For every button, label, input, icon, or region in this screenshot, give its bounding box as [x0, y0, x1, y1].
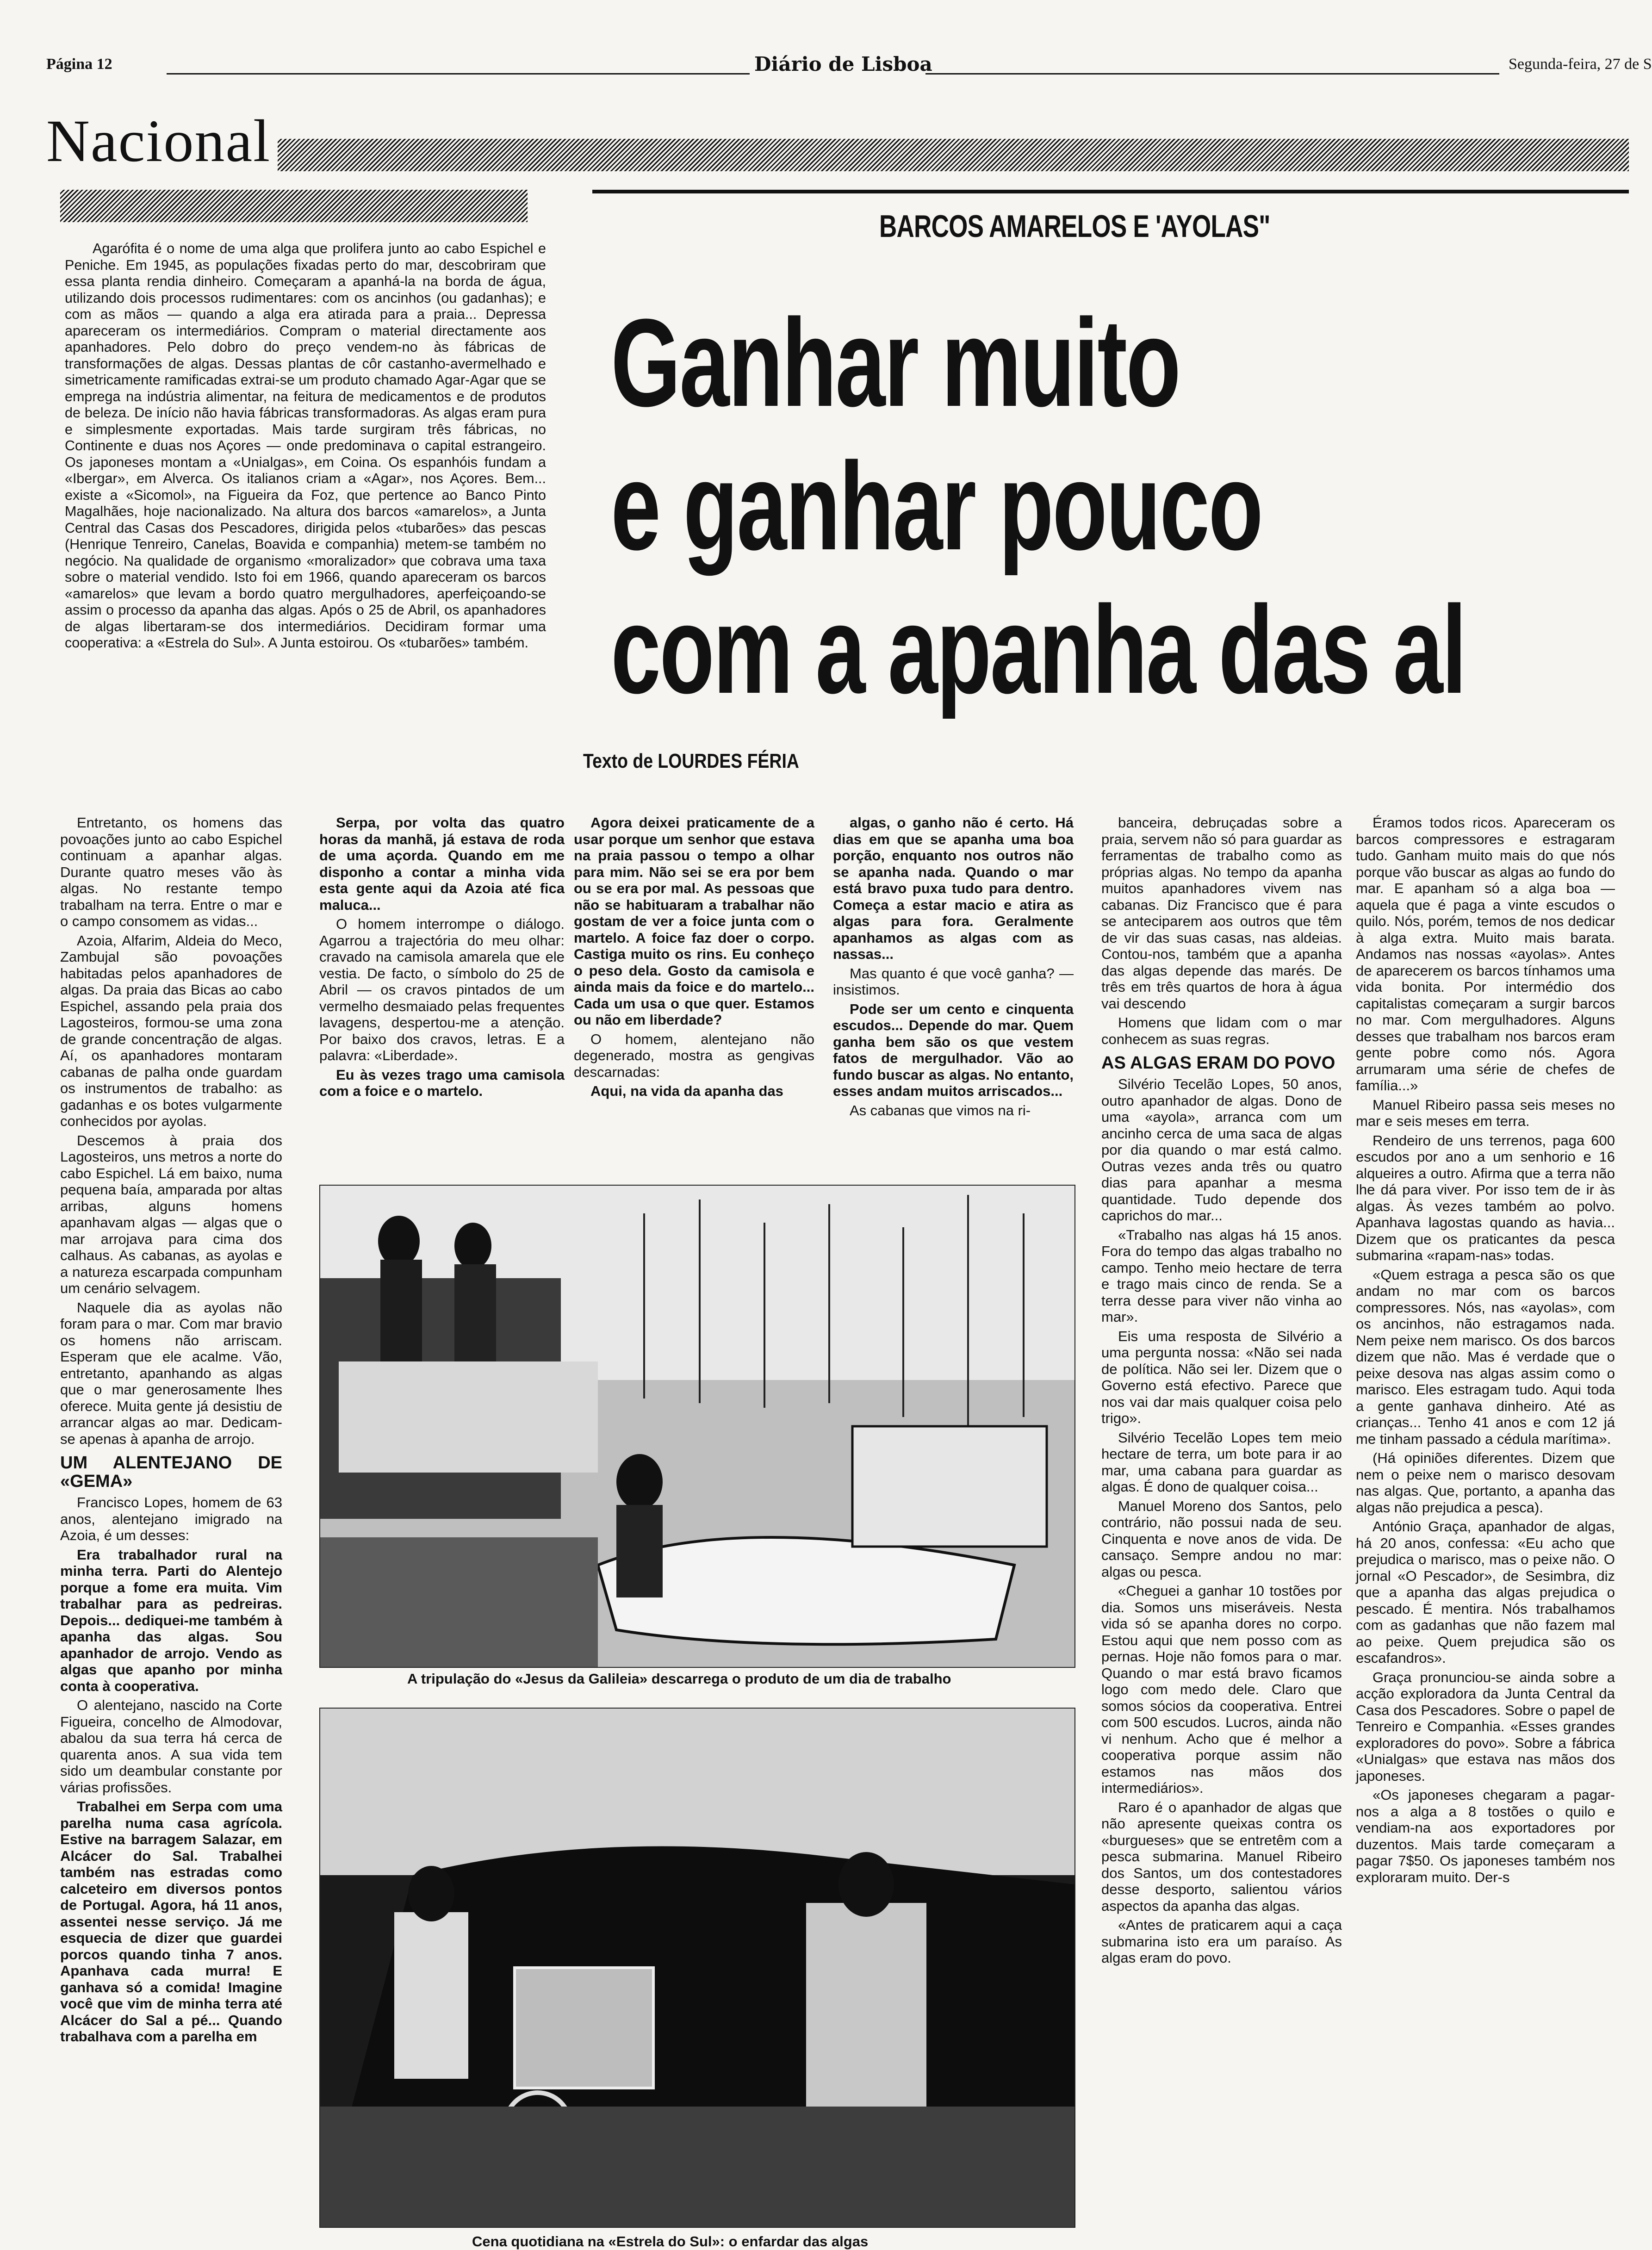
paragraph: Homens que lidam com o mar conhecem as suas regras.: [1101, 1014, 1342, 1047]
paragraph: Eis uma resposta de Silvério a uma pergunta nossa: «Não sei nada de política. Não sei ler. Dizem que o Governo está efectivo. Parece que nos vai dar mais qualquer coisa pelo trigo».: [1101, 1328, 1342, 1426]
header-rule-right: [925, 73, 1499, 75]
article-column-4: [833, 814, 1074, 1121]
article-column-2: [319, 814, 565, 1102]
headline-line-1: Ganhar muito: [611, 293, 1180, 433]
article-column-6: [1356, 814, 1615, 1888]
byline: Texto de LOURDES FÉRIA: [583, 750, 799, 772]
quote-paragraph: Pode ser um cento e cinquenta escudos... Depende do mar. Quem ganha bem são os que vestem fatos de mergulhador. Vão ao fundo buscar as algas. No entanto, esses andam muitos arriscados...: [833, 1001, 1074, 1099]
issue-date: Segunda-feira, 27 de S: [1509, 56, 1652, 73]
paragraph: Manuel Moreno dos Santos, pelo contrário, não possui nada de seu. Cinquenta e nove anos de vida. De cansaço. Sempre andou no mar: algas ou pesca.: [1101, 1498, 1342, 1580]
paragraph: Graça pronunciou-se ainda sobre a acção exploradora da Junta Central da Casa dos Pescadores. Sobre o papel de Tenreiro e Companhia. «Esses grandes exploradores do povo». Sobre a fábrica «Unialgas» que estava nas mãos dos japoneses.: [1356, 1669, 1615, 1784]
paragraph: Silvério Tecelão Lopes tem meio hectare de terra, um bote para ir ao mar, uma cabana para guardar as algas. É dono de qualquer coisa...: [1101, 1429, 1342, 1495]
intro-hatch-bar: [60, 190, 528, 222]
section-hatch-bar: [278, 139, 1629, 171]
paragraph: «Os japoneses chegaram a pagar-nos a alga a 8 tostões o quilo e vendiam-na aos exportadores por duzentos. Mais tarde começaram a pagar 7$50. Os japoneses também nos exploraram muito. Der-s: [1356, 1787, 1615, 1885]
paragraph: Éramos todos ricos. Apareceram os barcos compressores e estragaram tudo. Ganham muito mais do que nós porque vão buscar as algas ao fundo do mar. E apanham só a alga boa — aquela que é paga a vinte escudos o quilo. Nós, porém, temos de nos dedicar à alga extra. Muito mais barata. Andamos nas nossas «ayolas». Antes de aparecerem os barcos tínhamos uma vida bonita. Por intermédio dos capitalistas começaram a surgir barcos no mar. Com mergulhadores. Alguns desses que trabalham nos barcos eram gente pobre como nós. Agora arrumaram uma série de chefes de família...»: [1356, 814, 1615, 1094]
paragraph: «Cheguei a ganhar 10 tostões por dia. Somos uns miseráveis. Nesta vida só se apanha dores no corpo. Estou aqui que nem posso com as pernas. Hoje não fomos para o mar. Quando o mar está bravo ficamos logo com medo dele. Claro que somos sócios da cooperativa. Entrei com 500 escudos. Lucros, ainda não vi nenhum. Acho que é melhor a cooperativa porque assim não estamos nas mãos dos intermediários».: [1101, 1583, 1342, 1796]
subheading: AS ALGAS ERAM DO POVO: [1101, 1053, 1335, 1073]
paragraph: O homem, alentejano não degenerado, mostra as gengivas descarnadas:: [574, 1031, 814, 1080]
kicker: BARCOS AMARELOS E 'AYOLAS": [879, 209, 1270, 244]
page-number: Página 12: [46, 56, 112, 73]
paragraph: Raro é o apanhador de algas que não apresente queixas contra os «burgueses» que se entretêm com a pesca submarina. Manuel Ribeiro dos Santos, um dos contestadores desse desporto, salientou vários aspectos da apanha das algas.: [1101, 1799, 1342, 1914]
article-column-1: [60, 814, 282, 2048]
paragraph: O alentejano, nascido na Corte Figueira, concelho de Almodovar, abalou da sua terra há cerca de quarenta anos. A sua vida tem sido um deambular constante por várias profissões.: [60, 1697, 282, 1796]
photo-caption-1: A tripulação do «Jesus da Galileia» descarrega o produto de um dia de trabalho: [407, 1671, 951, 1687]
subheading: UM ALENTEJANO DE «GEMA»: [60, 1453, 282, 1491]
photo-bundling-algae-image: [320, 1709, 1074, 2227]
photo-fishing-boats-image: [320, 1186, 1074, 1667]
paragraph: Francisco Lopes, homem de 63 anos, alentejano imigrado na Azoia, é um desses:: [60, 1494, 282, 1543]
paragraph: O homem interrompe o diálogo. Agarrou a trajectória do meu olhar: cravado na camisola amarela que ele vestia. De facto, o símbolo do 25 de Abril — os cravos pintados de um vermelho desmaiado pelas frequentes lavagens, despertou-me a atenção. Por baixo dos cravos, letras. E a palavra: «Liberdade».: [319, 916, 565, 1063]
headline-line-2: e ganhar pouco: [611, 437, 1262, 576]
quote-paragraph: Era trabalhador rural na minha terra. Parti do Alentejo porque a fome era muita. Vim trabalhar para as pedreiras. Depois... dediquei-me também à apanha das algas. Sou apanhador de arrojo. Vendo as algas que apanho por minha conta à cooperativa.: [60, 1546, 282, 1694]
section-title: Nacional: [46, 108, 271, 174]
intro-paragraph: [65, 241, 546, 652]
quote-paragraph: Aqui, na vida da apanha das: [590, 1083, 783, 1099]
paragraph: «Quem estraga a pesca são os que andam no mar com os barcos compressores. Nós, nas «ayolas», com os ancinhos, não estragamos nada. Nem peixe nem marisco. Os dos barcos dizem que não. Mas é verdade que o peixe desova nas algas assim como o marisco. Eles estragam tudo. Aqui toda a gente ganhava dinheiro. Até as crianças... Tenho 41 anos e com 12 já me tinham passado a cédula marítima».: [1356, 1266, 1615, 1447]
headline-line-3: com a apanha das al: [611, 580, 1466, 720]
photo-caption-2: Cena quotidiana na «Estrela do Sul»: o enfardar das algas: [472, 2233, 869, 2250]
page-header: [46, 53, 1652, 79]
headline-top-rule: [592, 190, 1629, 193]
paragraph: banceira, debruçadas sobre a praia, servem não só para guardar as ferramentas de trabalho como as próprias algas. No tempo da apanha muitos apanhadores vivem nas cabanas. Diz Francisco que é para se anteciparem aos outros que têm de vir das suas casas, nas aldeias. Contou-nos, também que a apanha das algas depende das marés. De três em três quartos de hora à água vai descendo: [1101, 814, 1342, 1012]
paragraph: Descemos à praia dos Lagosteiros, uns metros a norte do cabo Espichel. Lá em baixo, numa pequena baía, amparada por altas arribas, alguns homens apanhavam algas — algas que o mar arrojava para cima dos calhaus. As cabanas, as ayolas e a natureza escarpada compunham um cenário selvagem.: [60, 1132, 282, 1296]
paragraph: Manuel Ribeiro passa seis meses no mar e seis meses em terra.: [1356, 1096, 1615, 1129]
paragraph: António Graça, apanhador de algas, há 20 anos, confessa: «Eu acho que prejudica o marisco, mas o peixe não. O jornal «O Pescador», de Sesimbra, diz que a apanha das algas prejudica o pescado. É mentira. Nós trabalhamos com as gadanhas que não fazem mal ao peixe. Quem prejudica são os escafandros».: [1356, 1518, 1615, 1666]
intro-text: Agarófita é o nome de uma alga que prolifera junto ao cabo Espichel e Peniche. Em 1945, as populações fixadas perto do mar, descobriram que essa planta rendia dinheiro. Começaram a apanhá-la na borda de água, utilizando dois processos rudimentares: com os ancinhos (ou gadanhas); e com as mãos — quando a alga era atirada para a praia... Depressa apareceram os intermediários. Compram o material directamente aos apanhadores. Pelo dobro do preço vendem-no às fábricas de transformações de algas. Dessas plantas de côr castanho-avermelhado e simetricamente ramificadas extrai-se um produto chamado Agar-Agar que se emprega na indústria alimentar, na feitura de medicamentos e de produtos de beleza. De início não havia fábricas transformadoras. As algas eram pura e simplesmente exportadas. Mais tarde surgiram três fábricas, no Continente e duas nos Açores — onde predominava o capital estrangeiro. Os japoneses montam a «Unialgas», em Coina. Os espanhóis fundam a «Ibergar», em Alverca. Os italianos criam a «Agar», nos Açores. Bem... existe a «Sicomol», na Figueira da Foz, que pertence ao Banco Pinto Magalhães, hoje nacionalizado. Na altura dos barcos «amarelos», a Junta Central das Casas dos Pescadores, dirigida pelos «tubarões» das pescas (Henrique Tenreiro, Canelas, Boavida e companhia) metem-se também no negócio. Na qualidade de organismo «moralizador» que cobrava uma taxa sobre o material vendido. Isto foi em 1966, quando apareceram os barcos «amarelos» que levam a bordo quatro mergulhadores, aperfeiçoando-se assim o processo da apanha das algas. Após o 25 de Abril, os apanhadores de algas libertaram-se dos intermediários. Decidiram formar uma cooperativa: a «Estrela do Sul». A Junta estoirou. Os «tubarões» também.: [65, 241, 546, 651]
photo-fishing-boats: [319, 1185, 1075, 1668]
photo-bundling-algae: [319, 1708, 1075, 2228]
header-rule-left: [167, 73, 750, 75]
quote-paragraph: Eu às vezes trago uma camisola com a foice e o martelo.: [319, 1066, 565, 1099]
paragraph: Mas quanto é que você ganha? — insistimos.: [833, 965, 1074, 998]
quote-paragraph: Serpa, por volta das quatro horas da manhã, já estava de roda de uma açorda. Quando em me disponho a contar a minha vida esta gente aqui da Azoia até fica maluca...: [319, 814, 565, 913]
quote-paragraph: algas, o ganho não é certo. Há dias em que se apanha uma boa porção, enquanto nos outros não se apanha nada. Quando o mar está bravo puxa tudo para dentro. Começa a estar macio e atira as algas para fora. Geralmente apanhamos as algas com as nassas...: [833, 814, 1074, 962]
paragraph: Silvério Tecelão Lopes, 50 anos, outro apanhador de algas. Dono de uma «ayola», arranca com um ancinho cerca de uma saca de algas por dia quando o mar está calmo. Outras vezes anda três ou quatro dias para apanhar a mesma quantidade. Tudo depende dos caprichos do mar...: [1101, 1076, 1342, 1224]
paragraph: As cabanas que vimos na ri-: [850, 1102, 1031, 1119]
article-column-3: [574, 814, 814, 1102]
paragraph: Entretanto, os homens das povoações junto ao cabo Espichel continuam a apanhar algas. Durante quatro meses vão às algas. No restante tempo trabalham na terra. Entre o mar e o campo consomem as vidas...: [60, 814, 282, 929]
quote-paragraph: Trabalhei em Serpa com uma parelha numa casa agrícola. Estive na barragem Salazar, em Alcácer do Sal. Trabalhei também nas estradas como calceteiro em diversos pontos de Portugal. Agora, há 11 anos, assentei nesse serviço. Já me esquecia de dizer que guardei porcos quando tinha 7 anos. Apanhava cada murra! E ganhava só a comida! Imagine você que vim de minha terra até Alcácer do Sal a pé... Quando trabalhava com a parelha em: [60, 1798, 282, 2045]
paragraph: «Antes de praticarem aqui a caça submarina isto era um paraíso. As algas eram do povo.: [1101, 1917, 1342, 1966]
paragraph: (Há opiniões diferentes. Dizem que nem o peixe nem o marisco desovam nas algas. Que, portanto, a apanha das algas não prejudica a pesca).: [1356, 1450, 1615, 1516]
paragraph: «Trabalho nas algas há 15 anos. Fora do tempo das algas trabalho no campo. Tenho meio hectare de terra e trago mais cinco de renda. Se a terra desse para viver não vinha ao mar».: [1101, 1226, 1342, 1325]
article-column-5: [1101, 814, 1342, 1969]
masthead: Diário de Lisboa: [754, 53, 932, 75]
paragraph: Naquele dia as ayolas não foram para o mar. Com mar bravio os homens não arriscam. Esperam que ele acalme. Vão, entretanto, apanhando as algas que o mar generosamente lhes oferece. Muita gente já desistiu de arrancar algas ao mar. Dedicam-se apenas à apanha de arrojo.: [60, 1299, 282, 1447]
paragraph: Rendeiro de uns terrenos, paga 600 escudos por ano a um senhorio e 16 alqueires a outro. Afirma que a terra não lhe dá para viver. Por isso tem de ir às algas. Às vezes também ao polvo. Apanhava lagostas quando as havia... Dizem que os praticantes da pesca submarina «rapam-nas» todas.: [1356, 1132, 1615, 1263]
quote-paragraph: Agora deixei praticamente de a usar porque um senhor que estava na praia passou o tempo a olhar para mim. Não sei se era por bem ou se era por mal. As pessoas que não se habituaram a trabalhar não gostam de ver a foice junta com o martelo. A foice faz doer o corpo. Castiga muito os rins. Eu conheço o peso dela. Gosto da camisola e ainda mais da foice e do martelo... Cada um usa o que quer. Estamos ou não em liberdade?: [574, 814, 814, 1028]
paragraph: Azoia, Alfarim, Aldeia do Meco, Zambujal são povoações habitadas pelos apanhadores de algas. Da praia das Bicas ao cabo Espichel, assando pela praia dos Lagosteiros, formou-se uma zona de grande concentração de algas. Aí, os apanhadores montaram cabanas de palha onde guardam os instrumentos de trabalho: as gadanhas e os botes vulgarmente conhecidos por ayolas.: [60, 932, 282, 1129]
